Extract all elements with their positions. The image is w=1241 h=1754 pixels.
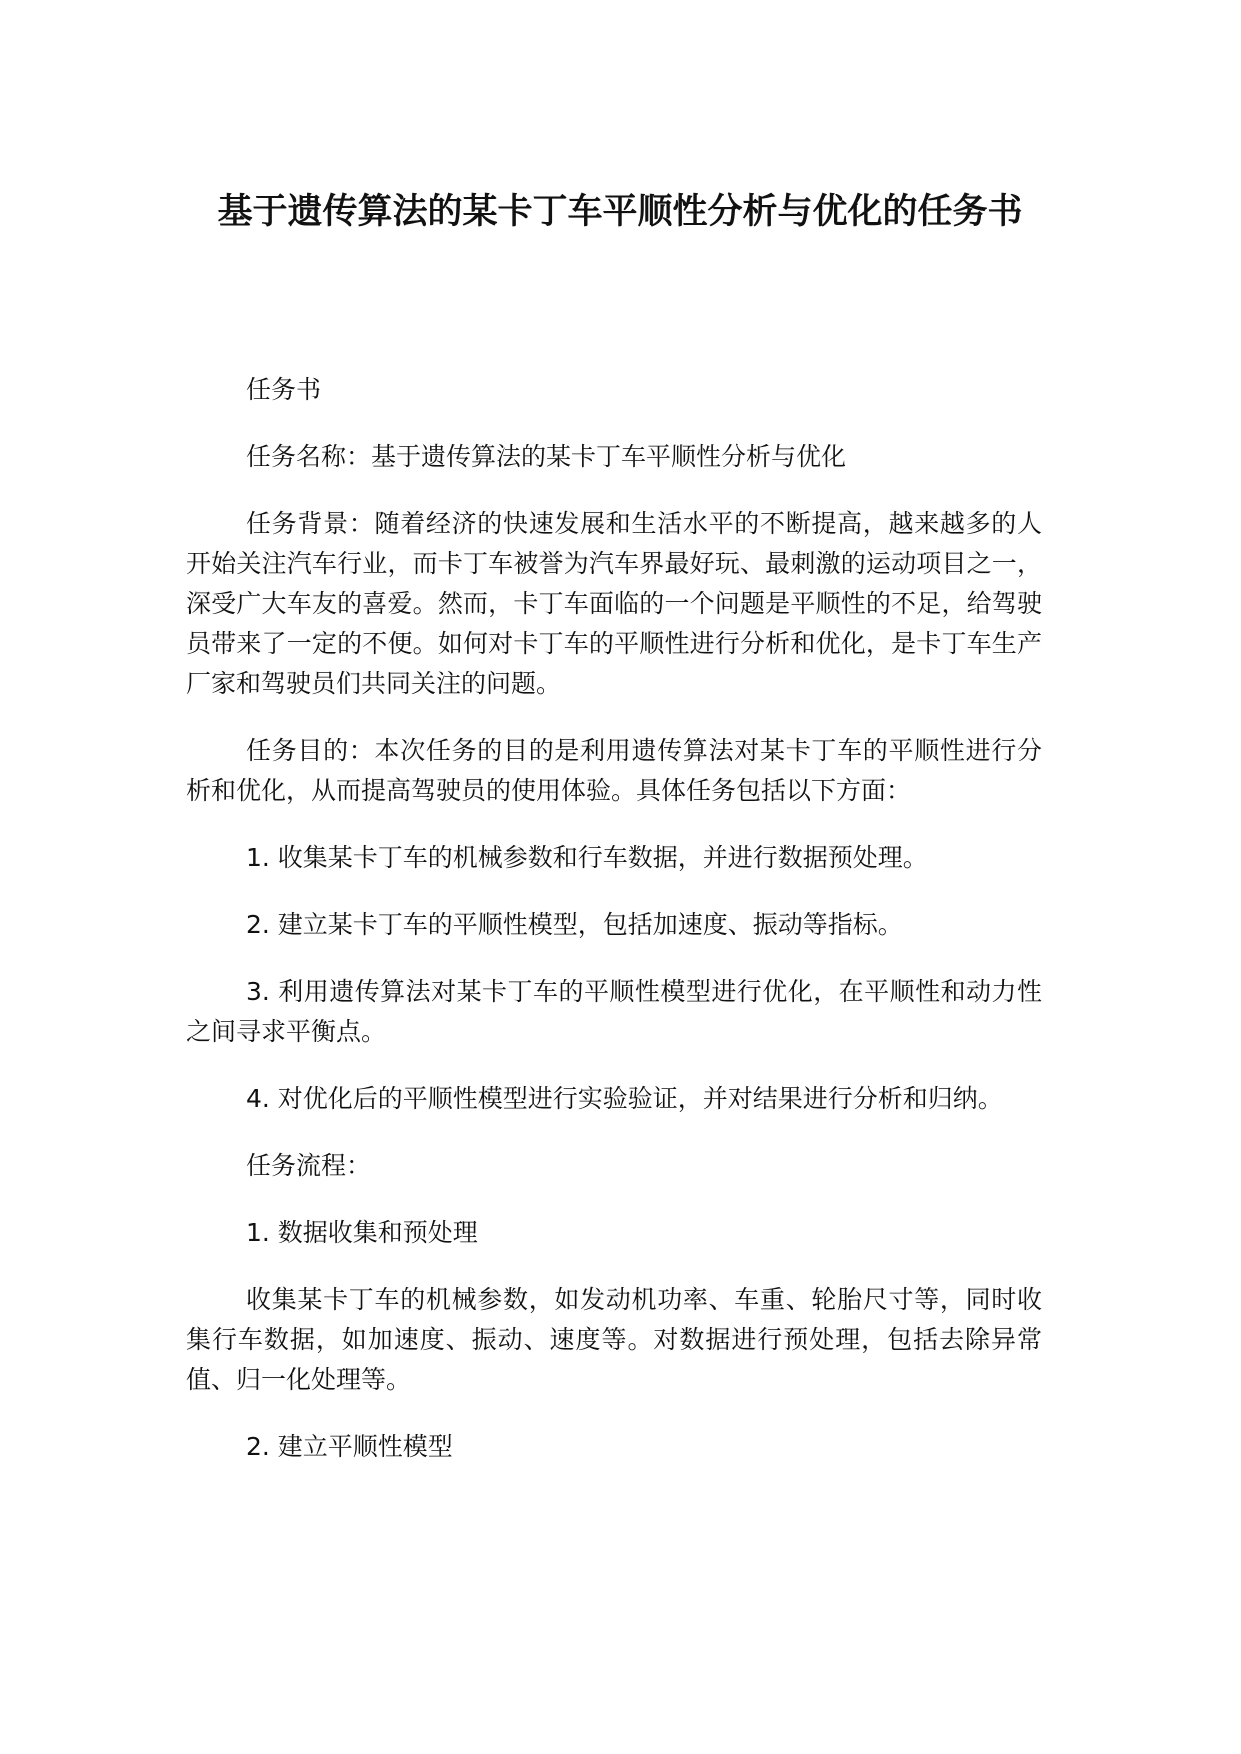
document-title: 基于遗传算法的某卡丁车平顺性分析与优化的任务书	[217, 192, 1023, 232]
list-item: 2. 建立某卡丁车的平顺性模型，包括加速度、振动等指标。	[246, 910, 903, 939]
list-item: 1. 收集某卡丁车的机械参数和行车数据，并进行数据预处理。	[246, 843, 928, 872]
list-item: 4. 对优化后的平顺性模型进行实验验证，并对结果进行分析和归纳。	[246, 1084, 1003, 1113]
task-name: 任务名称：基于遗传算法的某卡丁车平顺性分析与优化	[246, 442, 847, 471]
task-background: 任务背景：随着经济的快速发展和生活水平的不断提高，越来越多的人开始关注汽车行业，而卡丁车被誉为汽车界最好玩、最刺激的运动项目之一，深受广大车友的喜爱。然而，卡丁车面临的一个问题是平顺性的不足，给驾驶员带来了一定的不便。如何对卡丁车的平顺性进行分析和优化，是卡丁车生产厂家和驾驶员们共同关注的问题。	[186, 509, 1042, 698]
document-body	[186, 370, 1042, 1494]
task-process-heading: 任务流程：	[246, 1151, 372, 1180]
task-purpose: 任务目的：本次任务的目的是利用遗传算法对某卡丁车的平顺性进行分析和优化，从而提高驾驶员的使用体验。具体任务包括以下方面：	[186, 736, 1042, 805]
process-step-heading: 1. 数据收集和预处理	[246, 1218, 478, 1247]
heading-task-book: 任务书	[246, 375, 322, 404]
list-item: 3. 利用遗传算法对某卡丁车的平顺性模型进行优化，在平顺性和动力性之间寻求平衡点。	[186, 977, 1042, 1046]
process-step-heading: 2. 建立平顺性模型	[246, 1432, 453, 1461]
process-step-text: 收集某卡丁车的机械参数，如发动机功率、车重、轮胎尺寸等，同时收集行车数据，如加速度、振动、速度等。对数据进行预处理，包括去除异常值、归一化处理等。	[186, 1285, 1042, 1394]
